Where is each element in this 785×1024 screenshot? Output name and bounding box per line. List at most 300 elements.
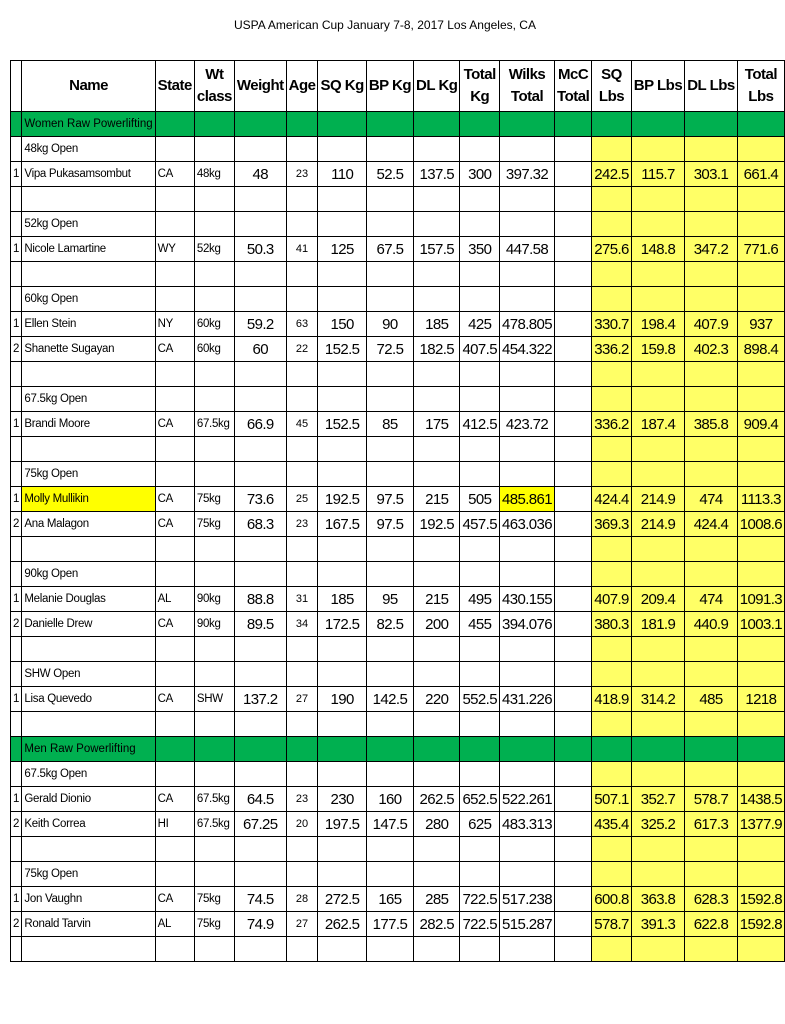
- mcc-total-cell: [555, 787, 592, 812]
- table-row: [11, 162, 785, 187]
- dl-lbs-cell: 622.8: [685, 912, 738, 937]
- dl-lbs-cell: 474: [685, 487, 738, 512]
- empty-cell: [685, 637, 738, 662]
- weight-class-row: [11, 387, 785, 412]
- header-dl-kg: DL Kg: [414, 61, 460, 112]
- empty-cell: [499, 837, 554, 862]
- empty-cell: [366, 562, 413, 587]
- bp-lbs-cell: 198.4: [631, 312, 684, 337]
- sq-kg-cell: 190: [318, 687, 366, 712]
- empty-cell: [555, 287, 592, 312]
- empty-cell: [414, 662, 460, 687]
- mcc-total-cell: [555, 887, 592, 912]
- empty-cell: [414, 437, 460, 462]
- dl-lbs-cell: 440.9: [685, 612, 738, 637]
- state-cell: HI: [155, 812, 194, 837]
- empty-cell: [366, 662, 413, 687]
- empty-cell: [234, 937, 286, 962]
- empty-cell: [286, 837, 318, 862]
- header-mcc-total: McC Total: [555, 61, 592, 112]
- empty-cell: [234, 362, 286, 387]
- sq-kg-cell: 152.5: [318, 337, 366, 362]
- empty-cell: [592, 187, 632, 212]
- section-cell: [366, 737, 413, 762]
- state-cell: CA: [155, 412, 194, 437]
- dl-lbs-cell: 617.3: [685, 812, 738, 837]
- place-cell: 1: [11, 237, 22, 262]
- empty-cell: [592, 837, 632, 862]
- empty-cell: [366, 262, 413, 287]
- blank-row: [11, 362, 785, 387]
- place-cell: 2: [11, 337, 22, 362]
- weight-cell: 66.9: [234, 412, 286, 437]
- empty-cell: [366, 862, 413, 887]
- empty-cell: [414, 387, 460, 412]
- bp-lbs-cell: 214.9: [631, 487, 684, 512]
- empty-cell: [460, 637, 500, 662]
- empty-cell: [234, 387, 286, 412]
- empty-cell: [286, 212, 318, 237]
- empty-cell: [631, 562, 684, 587]
- empty-cell: [286, 562, 318, 587]
- empty-cell: [194, 212, 234, 237]
- empty-cell: [631, 137, 684, 162]
- age-cell: 34: [286, 612, 318, 637]
- empty-cell: [286, 287, 318, 312]
- empty-cell: [460, 387, 500, 412]
- empty-cell: [737, 637, 784, 662]
- empty-cell: [460, 937, 500, 962]
- section-cell: [155, 737, 194, 762]
- empty-cell: [460, 462, 500, 487]
- total-lbs-cell: 1091.3: [737, 587, 784, 612]
- weight-class-row: [11, 862, 785, 887]
- header-sq-lbs: SQ Lbs: [592, 61, 632, 112]
- empty-cell: [685, 287, 738, 312]
- mcc-total-cell: [555, 512, 592, 537]
- empty-cell: [414, 262, 460, 287]
- empty-cell: [11, 437, 22, 462]
- empty-cell: [685, 437, 738, 462]
- empty-cell: [22, 537, 155, 562]
- empty-cell: [685, 862, 738, 887]
- state-cell: CA: [155, 487, 194, 512]
- table-row: [11, 312, 785, 337]
- empty-cell: [155, 437, 194, 462]
- empty-cell: [11, 137, 22, 162]
- empty-cell: [631, 212, 684, 237]
- empty-cell: [414, 212, 460, 237]
- empty-cell: [414, 862, 460, 887]
- wt-class-cell: 67.5kg: [194, 412, 234, 437]
- dl-kg-cell: 285: [414, 887, 460, 912]
- weight-cell: 60: [234, 337, 286, 362]
- empty-cell: [366, 762, 413, 787]
- place-cell: 1: [11, 587, 22, 612]
- empty-cell: [499, 287, 554, 312]
- empty-cell: [286, 137, 318, 162]
- total-lbs-cell: 898.4: [737, 337, 784, 362]
- header-sq-kg: SQ Kg: [318, 61, 366, 112]
- bp-lbs-cell: 187.4: [631, 412, 684, 437]
- empty-cell: [194, 462, 234, 487]
- empty-cell: [414, 137, 460, 162]
- section-cell: [318, 112, 366, 137]
- state-cell: CA: [155, 887, 194, 912]
- sq-kg-cell: 262.5: [318, 912, 366, 937]
- empty-cell: [318, 937, 366, 962]
- empty-cell: [631, 287, 684, 312]
- total-kg-cell: 300: [460, 162, 500, 187]
- empty-cell: [22, 937, 155, 962]
- wt-class-cell: 75kg: [194, 487, 234, 512]
- empty-cell: [318, 437, 366, 462]
- weight-cell: 88.8: [234, 587, 286, 612]
- empty-cell: [592, 537, 632, 562]
- empty-cell: [318, 262, 366, 287]
- section-cell: [234, 737, 286, 762]
- header-age: Age: [286, 61, 318, 112]
- empty-cell: [286, 662, 318, 687]
- blank-row: [11, 262, 785, 287]
- dl-lbs-cell: 303.1: [685, 162, 738, 187]
- wt-class-cell: 48kg: [194, 162, 234, 187]
- empty-cell: [11, 637, 22, 662]
- section-label: Men Raw Powerlifting: [22, 737, 155, 762]
- empty-cell: [11, 862, 22, 887]
- bp-lbs-cell: 159.8: [631, 337, 684, 362]
- empty-cell: [22, 837, 155, 862]
- age-cell: 31: [286, 587, 318, 612]
- empty-cell: [499, 562, 554, 587]
- weight-class-label: 67.5kg Open: [22, 387, 155, 412]
- section-cell: [499, 737, 554, 762]
- bp-kg-cell: 147.5: [366, 812, 413, 837]
- empty-cell: [555, 362, 592, 387]
- weight-cell: 137.2: [234, 687, 286, 712]
- place-cell: 1: [11, 162, 22, 187]
- empty-cell: [460, 262, 500, 287]
- empty-cell: [737, 462, 784, 487]
- place-cell: 1: [11, 687, 22, 712]
- weight-cell: 74.9: [234, 912, 286, 937]
- weight-cell: 59.2: [234, 312, 286, 337]
- empty-cell: [555, 387, 592, 412]
- empty-cell: [155, 712, 194, 737]
- empty-cell: [592, 387, 632, 412]
- state-cell: AL: [155, 587, 194, 612]
- empty-cell: [194, 262, 234, 287]
- bp-kg-cell: 85: [366, 412, 413, 437]
- mcc-total-cell: [555, 587, 592, 612]
- dl-kg-cell: 280: [414, 812, 460, 837]
- header-total-lbs: Total Lbs: [737, 61, 784, 112]
- state-cell: CA: [155, 162, 194, 187]
- empty-cell: [737, 212, 784, 237]
- weight-cell: 64.5: [234, 787, 286, 812]
- bp-lbs-cell: 214.9: [631, 512, 684, 537]
- empty-cell: [11, 762, 22, 787]
- empty-cell: [318, 662, 366, 687]
- empty-cell: [460, 712, 500, 737]
- empty-cell: [631, 262, 684, 287]
- mcc-total-cell: [555, 812, 592, 837]
- empty-cell: [366, 537, 413, 562]
- section-cell: [11, 112, 22, 137]
- age-cell: 45: [286, 412, 318, 437]
- wt-class-cell: 60kg: [194, 337, 234, 362]
- empty-cell: [592, 862, 632, 887]
- table-row: [11, 812, 785, 837]
- mcc-total-cell: [555, 162, 592, 187]
- empty-cell: [555, 937, 592, 962]
- empty-cell: [286, 437, 318, 462]
- empty-cell: [414, 462, 460, 487]
- section-cell: [286, 112, 318, 137]
- empty-cell: [592, 462, 632, 487]
- wilks-total-cell: 423.72: [499, 412, 554, 437]
- header-wt-class: Wt class: [194, 61, 234, 112]
- sq-lbs-cell: 380.3: [592, 612, 632, 637]
- bp-lbs-cell: 115.7: [631, 162, 684, 187]
- mcc-total-cell: [555, 337, 592, 362]
- empty-cell: [234, 437, 286, 462]
- section-cell: [592, 737, 632, 762]
- empty-cell: [737, 712, 784, 737]
- table-row: [11, 237, 785, 262]
- weight-class-row: [11, 662, 785, 687]
- total-kg-cell: 505: [460, 487, 500, 512]
- empty-cell: [631, 837, 684, 862]
- empty-cell: [11, 362, 22, 387]
- section-cell: [366, 112, 413, 137]
- name-cell: Danielle Drew: [22, 612, 155, 637]
- empty-cell: [737, 137, 784, 162]
- empty-cell: [555, 537, 592, 562]
- table-row: [11, 587, 785, 612]
- empty-cell: [366, 137, 413, 162]
- empty-cell: [499, 637, 554, 662]
- place-cell: 1: [11, 312, 22, 337]
- empty-cell: [22, 637, 155, 662]
- empty-cell: [414, 837, 460, 862]
- empty-cell: [11, 287, 22, 312]
- empty-cell: [631, 762, 684, 787]
- empty-cell: [194, 537, 234, 562]
- sq-kg-cell: 192.5: [318, 487, 366, 512]
- dl-kg-cell: 185: [414, 312, 460, 337]
- age-cell: 23: [286, 162, 318, 187]
- empty-cell: [155, 537, 194, 562]
- empty-cell: [194, 387, 234, 412]
- empty-cell: [737, 537, 784, 562]
- age-cell: 25: [286, 487, 318, 512]
- weight-class-row: [11, 212, 785, 237]
- empty-cell: [194, 562, 234, 587]
- empty-cell: [555, 262, 592, 287]
- empty-cell: [155, 362, 194, 387]
- wt-class-cell: 90kg: [194, 612, 234, 637]
- empty-cell: [414, 562, 460, 587]
- empty-cell: [194, 937, 234, 962]
- wt-class-cell: 67.5kg: [194, 812, 234, 837]
- empty-cell: [499, 662, 554, 687]
- blank-row: [11, 187, 785, 212]
- section-cell: [499, 112, 554, 137]
- sq-lbs-cell: 418.9: [592, 687, 632, 712]
- empty-cell: [414, 637, 460, 662]
- empty-cell: [737, 362, 784, 387]
- empty-cell: [318, 837, 366, 862]
- empty-cell: [155, 937, 194, 962]
- sq-lbs-cell: 424.4: [592, 487, 632, 512]
- wt-class-cell: 75kg: [194, 887, 234, 912]
- weight-class-row: [11, 137, 785, 162]
- empty-cell: [460, 662, 500, 687]
- empty-cell: [155, 837, 194, 862]
- header-state: State: [155, 61, 194, 112]
- wt-class-cell: 52kg: [194, 237, 234, 262]
- empty-cell: [737, 562, 784, 587]
- bp-kg-cell: 97.5: [366, 512, 413, 537]
- bp-kg-cell: 82.5: [366, 612, 413, 637]
- empty-cell: [11, 187, 22, 212]
- empty-cell: [592, 562, 632, 587]
- name-cell: Lisa Quevedo: [22, 687, 155, 712]
- empty-cell: [685, 662, 738, 687]
- results-body: [11, 112, 785, 962]
- table-row: [11, 337, 785, 362]
- empty-cell: [685, 937, 738, 962]
- empty-cell: [155, 187, 194, 212]
- empty-cell: [499, 137, 554, 162]
- state-cell: CA: [155, 787, 194, 812]
- section-cell: [555, 112, 592, 137]
- place-cell: 1: [11, 412, 22, 437]
- empty-cell: [318, 537, 366, 562]
- dl-kg-cell: 262.5: [414, 787, 460, 812]
- empty-cell: [286, 187, 318, 212]
- empty-cell: [318, 137, 366, 162]
- wilks-total-cell: 397.32: [499, 162, 554, 187]
- empty-cell: [499, 212, 554, 237]
- section-cell: [286, 737, 318, 762]
- empty-cell: [737, 837, 784, 862]
- dl-kg-cell: 182.5: [414, 337, 460, 362]
- total-kg-cell: 457.5: [460, 512, 500, 537]
- empty-cell: [737, 187, 784, 212]
- dl-lbs-cell: 347.2: [685, 237, 738, 262]
- weight-cell: 50.3: [234, 237, 286, 262]
- section-cell: [414, 737, 460, 762]
- state-cell: NY: [155, 312, 194, 337]
- empty-cell: [499, 437, 554, 462]
- section-cell: [194, 112, 234, 137]
- state-cell: CA: [155, 512, 194, 537]
- empty-cell: [685, 387, 738, 412]
- empty-cell: [555, 837, 592, 862]
- empty-cell: [194, 837, 234, 862]
- bp-lbs-cell: 391.3: [631, 912, 684, 937]
- age-cell: 23: [286, 787, 318, 812]
- sq-kg-cell: 272.5: [318, 887, 366, 912]
- total-lbs-cell: 661.4: [737, 162, 784, 187]
- sq-lbs-cell: 578.7: [592, 912, 632, 937]
- dl-lbs-cell: 485: [685, 687, 738, 712]
- bp-lbs-cell: 148.8: [631, 237, 684, 262]
- empty-cell: [366, 437, 413, 462]
- empty-cell: [685, 262, 738, 287]
- weight-cell: 89.5: [234, 612, 286, 637]
- empty-cell: [737, 937, 784, 962]
- empty-cell: [460, 187, 500, 212]
- bp-kg-cell: 160: [366, 787, 413, 812]
- place-cell: 1: [11, 887, 22, 912]
- empty-cell: [631, 537, 684, 562]
- total-lbs-cell: 1377.9: [737, 812, 784, 837]
- section-label: Women Raw Powerlifting: [22, 112, 155, 137]
- mcc-total-cell: [555, 412, 592, 437]
- name-cell: Jon Vaughn: [22, 887, 155, 912]
- empty-cell: [194, 662, 234, 687]
- dl-kg-cell: 157.5: [414, 237, 460, 262]
- wilks-total-cell: 463.036: [499, 512, 554, 537]
- wilks-total-cell: 430.155: [499, 587, 554, 612]
- empty-cell: [234, 537, 286, 562]
- empty-cell: [460, 287, 500, 312]
- section-cell: [685, 112, 738, 137]
- empty-cell: [460, 137, 500, 162]
- empty-cell: [555, 662, 592, 687]
- empty-cell: [194, 637, 234, 662]
- empty-cell: [366, 937, 413, 962]
- name-cell: Gerald Dionio: [22, 787, 155, 812]
- empty-cell: [737, 662, 784, 687]
- empty-cell: [555, 862, 592, 887]
- weight-cell: 67.25: [234, 812, 286, 837]
- dl-kg-cell: 200: [414, 612, 460, 637]
- empty-cell: [555, 437, 592, 462]
- empty-cell: [234, 637, 286, 662]
- age-cell: 20: [286, 812, 318, 837]
- mcc-total-cell: [555, 312, 592, 337]
- table-row: [11, 912, 785, 937]
- empty-cell: [555, 212, 592, 237]
- total-lbs-cell: 1008.6: [737, 512, 784, 537]
- empty-cell: [194, 862, 234, 887]
- empty-cell: [366, 637, 413, 662]
- bp-lbs-cell: 325.2: [631, 812, 684, 837]
- mcc-total-cell: [555, 912, 592, 937]
- empty-cell: [737, 287, 784, 312]
- empty-cell: [631, 187, 684, 212]
- empty-cell: [155, 562, 194, 587]
- wt-class-cell: 60kg: [194, 312, 234, 337]
- weight-class-label: 48kg Open: [22, 137, 155, 162]
- total-kg-cell: 425: [460, 312, 500, 337]
- empty-cell: [414, 187, 460, 212]
- empty-cell: [155, 662, 194, 687]
- wt-class-cell: 75kg: [194, 512, 234, 537]
- state-cell: WY: [155, 237, 194, 262]
- empty-cell: [592, 437, 632, 462]
- empty-cell: [414, 537, 460, 562]
- header-place: [11, 61, 22, 112]
- empty-cell: [631, 712, 684, 737]
- empty-cell: [234, 862, 286, 887]
- section-cell: [460, 112, 500, 137]
- empty-cell: [737, 437, 784, 462]
